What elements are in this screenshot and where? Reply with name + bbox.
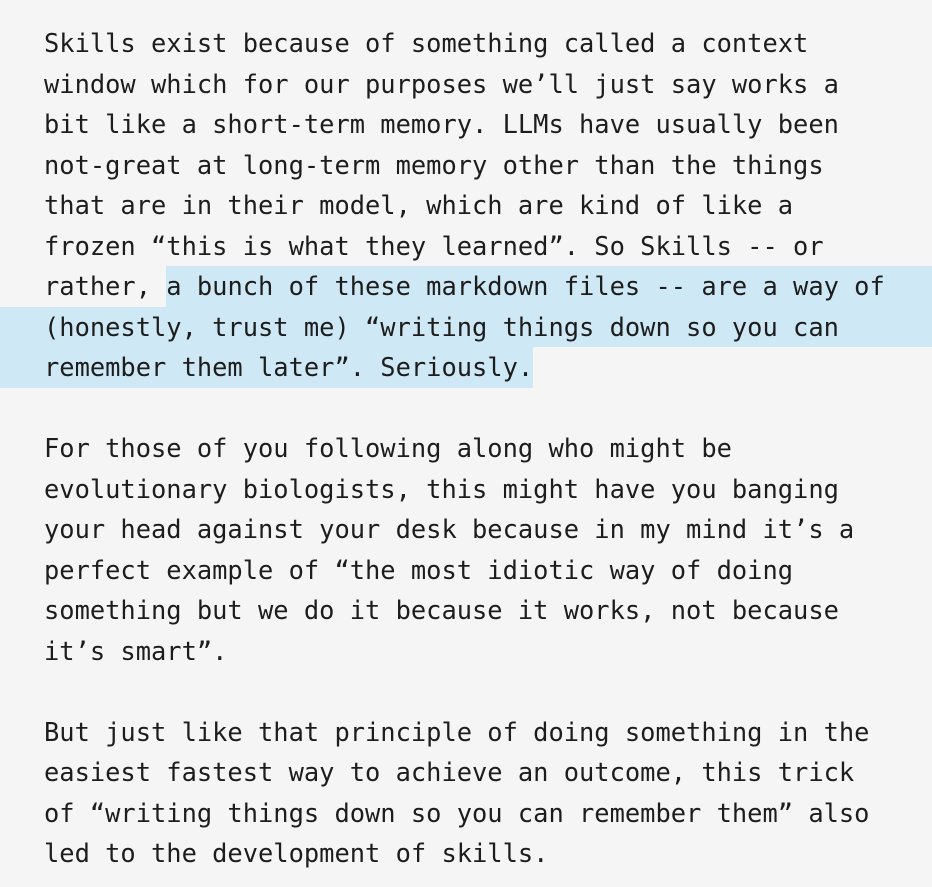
body-text: bit like a short-term memory. LLMs have usually been	[44, 109, 839, 139]
body-text: it’s smart”.	[44, 635, 228, 666]
paragraph	[0, 23, 932, 388]
text-line	[0, 428, 932, 469]
line-indent	[0, 509, 44, 550]
body-text: But just like that principle of doing something in the	[44, 716, 870, 747]
line-indent	[0, 64, 44, 105]
text-line	[0, 347, 932, 388]
line-indent	[0, 185, 44, 226]
document-body	[0, 23, 932, 874]
line-indent	[0, 833, 44, 874]
text-line	[0, 307, 932, 348]
body-text: window which for our purposes we’ll just say works a	[44, 68, 839, 99]
text-line	[0, 469, 932, 510]
line-indent	[0, 469, 44, 510]
body-text: not-great at long-term memory other than the things	[44, 149, 824, 180]
line-indent	[0, 226, 44, 267]
body-text: For those of you following along who might be	[44, 433, 732, 463]
line-indent	[0, 550, 44, 591]
text-line	[0, 64, 932, 105]
text-line	[0, 752, 932, 793]
text-line	[0, 712, 932, 753]
text-line	[0, 631, 932, 672]
line-indent	[0, 712, 44, 753]
line-indent	[0, 590, 44, 631]
text-line	[0, 266, 932, 307]
body-text: perfect example of “the most idiotic way of doing	[44, 554, 794, 585]
selection-highlight-indent	[0, 307, 44, 348]
paragraph	[0, 428, 932, 671]
selected-text[interactable]: a bunch of these markdown files -- are a way of	[166, 266, 884, 307]
body-text: evolutionary biologists, this might have you banging	[44, 473, 839, 504]
text-line	[0, 23, 932, 64]
body-text: easiest fastest way to achieve an outcome, this trick	[44, 757, 855, 787]
selection-highlight-indent	[0, 347, 44, 388]
text-line	[0, 145, 932, 186]
text-line	[0, 104, 932, 145]
line-indent	[0, 793, 44, 834]
body-text: your head against your desk because in my mind it’s a	[44, 514, 855, 544]
body-text: something but we do it because it works, not because	[44, 595, 839, 625]
line-indent	[0, 428, 44, 469]
body-text: of “writing things down so you can remember them” also	[44, 797, 870, 828]
line-indent	[0, 23, 44, 64]
text-line	[0, 509, 932, 550]
line-indent	[0, 631, 44, 672]
text-line	[0, 185, 932, 226]
text-line	[0, 793, 932, 834]
body-text: that are in their model, which are kind of like a	[44, 190, 794, 220]
line-indent	[0, 104, 44, 145]
selection-highlight-fill	[885, 266, 932, 307]
selected-text[interactable]: (honestly, trust me) “writing things down so you can	[44, 307, 839, 348]
body-text: Skills exist because of something called a context	[44, 28, 809, 58]
paragraph	[0, 712, 932, 874]
body-text: rather,	[44, 271, 167, 301]
line-indent	[0, 266, 44, 307]
text-line	[0, 833, 932, 874]
text-line	[0, 550, 932, 591]
selection-highlight-fill	[839, 307, 932, 348]
text-line	[0, 226, 932, 267]
body-text: frozen “this is what they learned”. So Skills -- or	[44, 230, 824, 261]
text-line	[0, 590, 932, 631]
selected-text[interactable]: remember them later”. Seriously.	[44, 347, 533, 388]
line-indent	[0, 145, 44, 186]
line-indent	[0, 752, 44, 793]
body-text: led to the development of skills.	[44, 838, 549, 868]
